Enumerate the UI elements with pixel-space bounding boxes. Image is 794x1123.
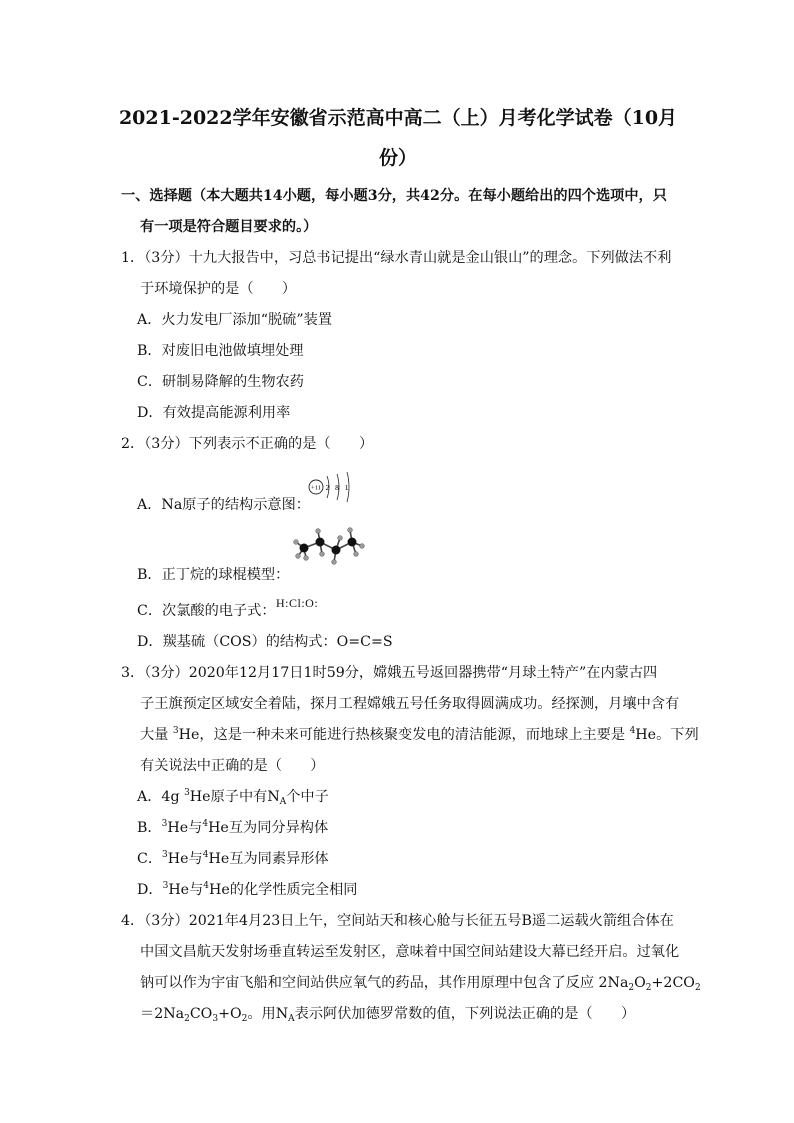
q3-option-c: C．$^3$He与$^4$He互为同素异形体 [137,850,329,867]
q3-option-a: A．4g $^3$He原子中有$N_A$个中子 [137,788,329,807]
q2-option-d: D．羰基硫（COS）的结构式：O=C=S [137,634,393,650]
exam-title-line1: 2021-2022学年安徽省示范高中高二（上）月考化学试卷（10月 [118,107,678,129]
q2-option-c: C．次氯酸的电子式： [137,603,276,619]
q3-stem-line3: 大量 $^3$He，这是一种未来可能进行热核聚变发电的清洁能源，而地球上主要是 $^4$He。下列 [140,726,699,743]
nucleus-charge-label: +11 [311,484,321,492]
section-heading-line2: 有一项是符合题目要求的。） [140,219,318,235]
hclo-electron-formula: H:Cl:O: [276,596,319,610]
electron-counts-label: 2 8 1 [325,483,351,492]
q4-stem-line4: $=2Na_2CO_3+O_2$。用$N_A$表示阿伏加德罗常数的值，下列说法正确的是（ ） [140,1006,636,1024]
q1-option-d: D．有效提高能源利用率 [137,405,291,421]
q4-stem-line3: 钠可以作为宇宙飞船和空间站供应氧气的药品，其作用原理中包含了反应 $2Na_2O_2+2CO_2$ [140,975,701,993]
butane-ball-stick-model [290,522,368,578]
q4-stem-line1: 4．（3分）2021年4月23日上午，空间站天和核心舱与长征五号B遥二运载火箭组合体在 [121,913,674,929]
q3-stem-line4: 有关说法中正确的是（ ） [140,758,325,774]
q3-option-d: D．$^3$He与$^4$He的化学性质完全相同 [137,881,358,898]
q1-option-a: A．火力发电厂添加“脱硫”装置 [137,312,333,328]
q3-stem-line1: 3．（3分）2020年12月17日1时59分，嫦娥五号返回器携带“月球土特产”在内蒙古四 [121,665,658,681]
q2-option-b: B．正丁烷的球棍模型： [137,567,290,583]
exam-title-line2: 份） [378,147,417,169]
q2-option-a: A．Na原子的结构示意图： [137,497,310,513]
q1-option-b: B．对废旧电池做填埋处理 [137,343,304,359]
q1-stem-line2: 于环境保护的是（ ） [140,281,297,297]
q3-option-b: B．$^3$He与$^4$He互为同分异构体 [137,819,329,836]
q2-stem: 2．（3分）下列表示不正确的是（ ） [121,436,374,452]
q4-stem-line2: 中国文昌航天发射场垂直转运至发射区，意味着中国空间站建设大幕已经开启。过氧化 [140,944,680,960]
na-atom-structure-diagram [306,468,362,508]
q1-option-c: C．研制易降解的生物农药 [137,374,304,390]
q1-stem-line1: 1．（3分）十九大报告中，习总书记提出“绿水青山就是金山银山”的理念。下列做法不利 [121,250,672,266]
q3-stem-line2: 子王旗预定区域安全着陆，探月工程嫦娥五号任务取得圆满成功。经探测，月壤中含有 [140,696,680,712]
section-heading-line1: 一、选择题（本大题共14小题，每小题3分，共42分。在每小题给出的四个选项中，只 [121,188,667,204]
